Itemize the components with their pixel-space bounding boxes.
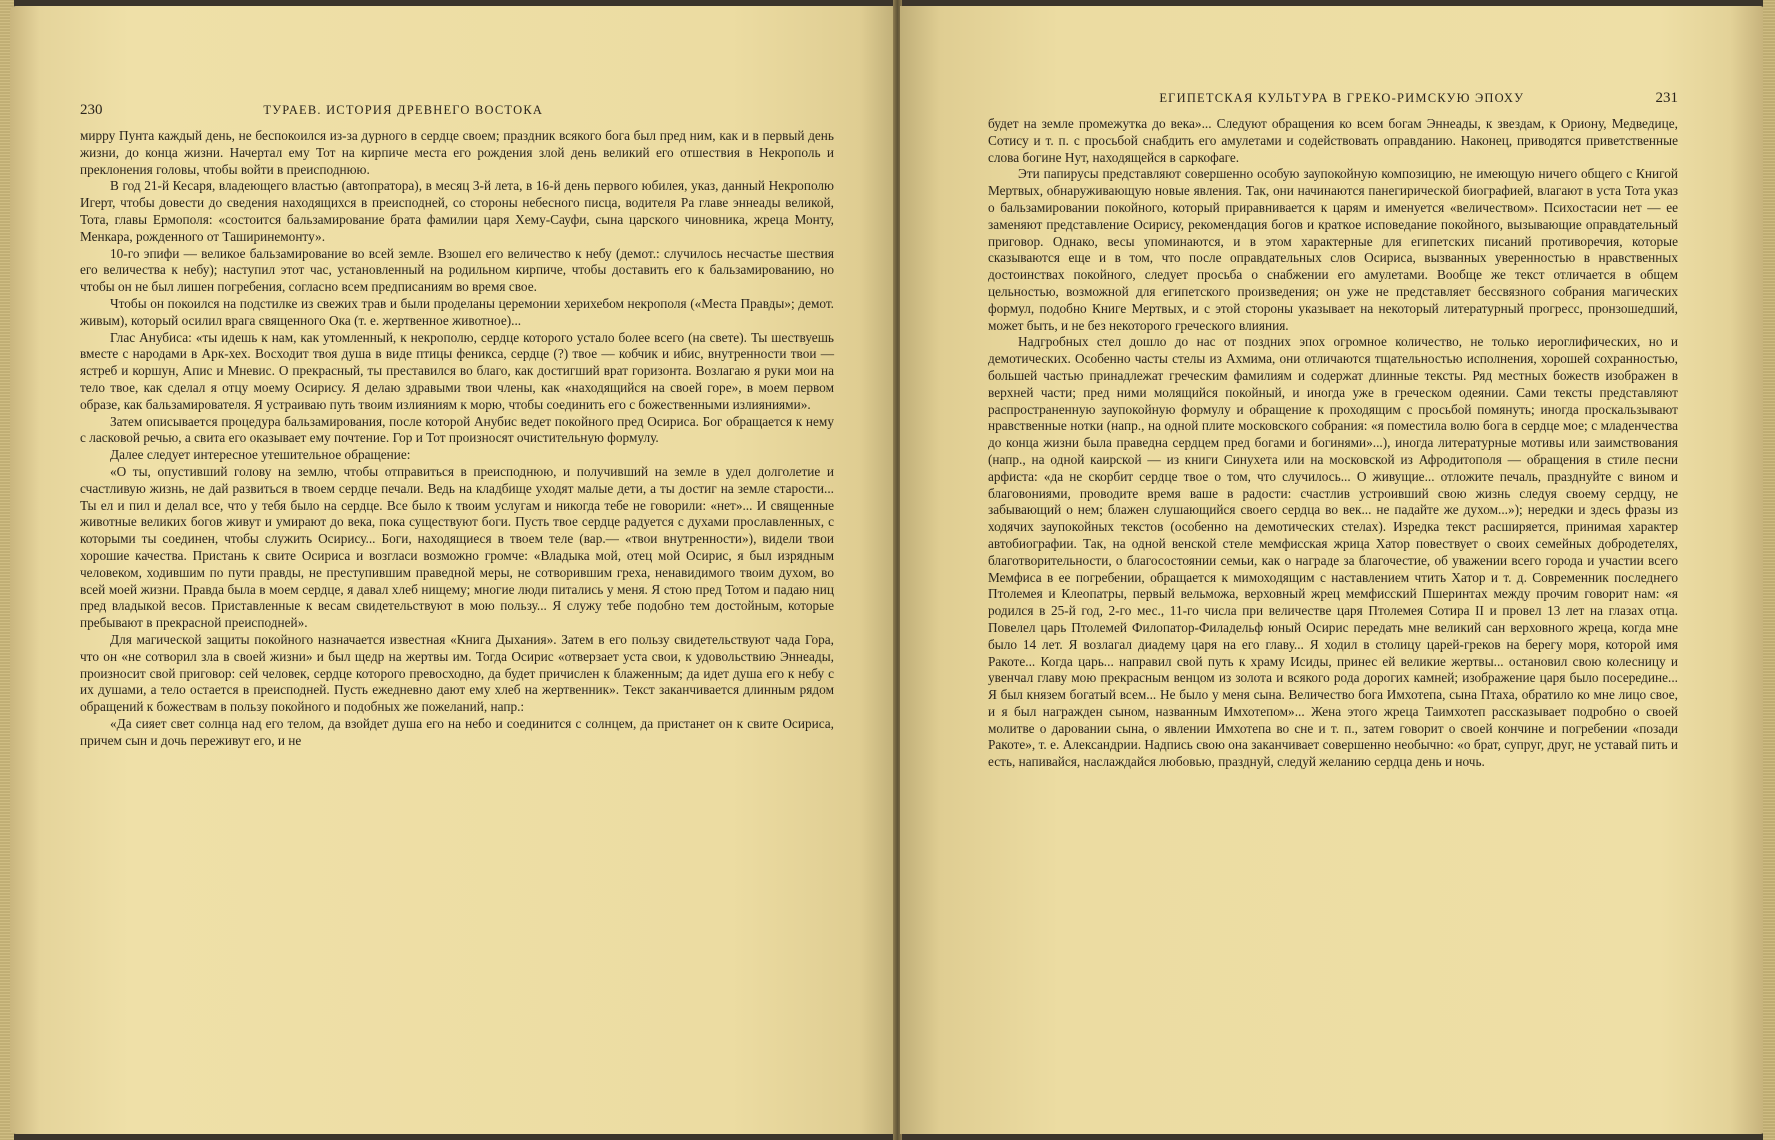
paragraph: Далее следует интересное утешительное обращение: [110,447,411,463]
paragraph: Для магической защиты покойного назначается известная «Книга Дыхания». Затем в его пользу свидетельствуют чада Гора, что он «не сотворил зла в своей жизни» и был щедр на жертвы им. Тогда Осирис «отверзает уста свои, к удовольствию Эннеады, произносит свой приговор: сей человек, сердце которого превосходно, да будет причислен к блаженным; да идет душа его к небу с их душами, а тело остается в преисподней. Пусть ежедневно дают ему хлеб на жертвенник». Текст заканчивается длинным рядом обращений к божествам в пользу покойного и подобных же пожеланий, напр.: [80,631,834,715]
paragraph: Затем описывается процедура бальзамирования, после которой Анубис ведет покойного пред Осириса. Бог обращается к нему с ласковой речью, а свита его оказывает ему почтение. Гор и Тот произносят очистительную формулу. [80,413,834,446]
paragraph: «Да сияет свет солнца над его телом, да взойдет душа его на небо и соединится с солнцем, да пристанет он к свите Осириса, причем сын и дочь переживут его, и не [80,715,834,748]
left-running-title: ТУРАЕВ. ИСТОРИЯ ДРЕВНЕГО ВОСТОКА [263,103,544,117]
right-running-head [988,90,1678,107]
left-page [10,6,896,1134]
paragraph: Эти папирусы представляют совершенно особую заупокойную композицию, не имеющую ничего общего с Книгой Мертвых, обнаруживающую новые явления. Так, они начинаются панегирической биографией, влагают в уста Тота указ о бальзамировании покойного, который приравнивается к царям и именуется «величеством». Психостасии нет — ее заменяют представление Осирису, рекомендация богов и краткое исповедание покойного, вызывающие оправдательный приговор. Однако, весы упоминаются, и в этом характерные для египетских писаний противоречия, которые сказываются еще и в том, что после оправдательных слов Осириса, вызванных уверенностью в нравственных достоинствах покойного, следует просьба о снабжении его амулетами. Вообще же текст отличается в общем цельностью, возможной для египетского произведения; он уже не представляет бессвязного собрания магических формул, подобно Книге Мертвых, и с этой стороны указывает на некоторый литературный прогресс, пронзошедший, может быть, и не без некоторого греческого влияния. [988,166,1678,333]
paragraph: Чтобы он покоился на подстилке из свежих трав и были проделаны церемонии херихебом некрополя («Места Правды»; демот. живым), который осилил врага священного Ока (т. е. жертвенное животное)... [80,295,834,328]
paragraph: В год 21-й Кесаря, владеющего властью (автопратора), в месяц 3-й лета, в 16-й день первого юбилея, указ, данный Некрополю Игерт, чтобы довести до сведения находящихся в преисподней, со стороны небесного писца, водителя Ра главе эннеады великой, Тота, главы Ермополя: «состоится бальзамирование брата фамилии царя Хему-Сауфи, сына царского чиновника, жреца Монту, Менкара, рожденного от Таширинемонту». [80,178,834,244]
right-page [900,6,1766,1134]
right-running-title: ЕГИПЕТСКАЯ КУЛЬТУРА В ГРЕКО-РИМСКУЮ ЭПОХУ [1159,91,1525,105]
left-page-text [80,128,834,749]
paragraph: Надгробных стел дошло до нас от поздних эпох огромное количество, не только иероглифических, но и демотических. Особенно часты стелы из Ахмима, они отличаются тщательностью исполнения, хорошей сохранностью, большей частью принадлежат греческим фамилиям и содержат длинные тексты. Ряд местных божеств изображен в верхней части; пред ними молящийся покойный, и иногда уже в греческом одеянии. Сами тексты представляют распространенную заупокойную формулу и обращение к проходящим с просьбой помянуть; иногда проскальзывают нравственные нотки (напр., на одной плите московского собрания: «я поместила волю бога в сердце мое; с младенчества до конца жизни была праведна сердцем пред богами и богинями»...), иногда литературные мотивы или заимствования (напр., на одной каирской — из книги Синухета или на московской из Афродитополя — обращения в стиле песни арфиста: «да не скорбит сердце твое о том, что случилось... О живущие... отложите печаль, празднуйте с вином и благовониями, проводите время ваше в радости: счастлив устроивший свою жизнь следуя своему сердцу, не забывающий о нем; блажен слушающийся своего сердца во век... не падайте же духом...»); нередки и здесь фразы из ходячих заупокойных текстов (особенно на демотических стелах). Изредка текст расширяется, принимая характер автобиографии. Так, на одной венской стеле мемфисская жрица Хатор повествует о своих семейных добродетелях, благотворительности, о благосостоянии семьи, как о награде за благочестие, об уважении всего города и участии всего Мемфиса в ее погребении, обращается к мимоходящим с наставлением чтить Хатор и т. д. Современник последнего Птолемея и Клеопатры, первый вельможа, верховный жрец мемфисский Пшеринтах между прочим говорит нам: «я родился в 25-й год, 2-го мес., 11-го числа при величестве царя Птолемея Сотира II и провел 13 лет на глазах отца. Повелел царь Птолемей Филопатор-Филадельф юный Осирис передать мне великий сан верховного жреца, когда мне было 14 лет. Я возлагал диадему царя на его главу... Я ходил в столицу царей-греков на берегу моря, которой имя Ракоте... Когда царь... направил свой путь к храму Исиды, принес ей великие жертвы... остановил свою колесницу и увенчал главу мою прекрасным венцом из золота и всякого рода дорогих камней; изображение царя было посередине... Я был князем богатый всем... Не было у меня сына. Величество бога Имхотепа, сына Птаха, обратило ко мне лицо свое, и я был награжден сыном, названным Имхотепом»... Жена этого жреца Таимхотеп рассказывает подробно о своей молитве о даровании сына, о явлении Имхотепа во сне и т. п., затем говорит о своей кончине и погребении «позади Ракоте», т. е. Александрии. Надпись свою она заканчивает совершенно необычно: «о брат, супруг, друг, не уставай пить и есть, напивайся, наслаждайся любовью, празднуй, следуй желанию сердца день и ночь. [988,334,1678,770]
right-page-text [988,116,1678,771]
paragraph: 10-го эпифи — великое бальзамирование во всей земле. Взошел его величество к небу (демот.: случилось несчастье шествия его величества к небу); наступил этот час, установленный на родильном кирпиче, чтобы доставить его к бальзамированию, но чтобы он не был лишен погребения, согласно всем предписаниям во время свое. [80,245,834,295]
left-running-head [80,102,834,119]
right-page-number: 231 [1655,90,1678,106]
paragraph: мирру Пунта каждый день, не беспокоился из-за дурного в сердце своем; праздник всякого бога был пред ним, как и в первый день жизни, до конца жизни. Начертал ему Тот на кирпиче места его рождения злой день великий его отшествия в Некрополь и преклонения головы, чтобы войти в преисподнюю. [80,128,834,177]
paragraph: «О ты, опустивший голову на землю, чтобы отправиться в преисподнюю, и получивший на земле в удел долголетие и счастливую жизнь, не дай развиться в твоем сердце печали. Ведь на кладбище уходят малые дети, а ты достиг на земле старости... Ты ел и пил и делал все, что у тебя было на сердце. Все было к твоим услугам и никогда тебе не говорили: «нет»... И священные животные великих богов живут и умирают до века, пока существуют боги. Пусть твое сердце радуется с духами прославленных, с которыми ты соединен, чтобы служить Осирису... Боги, находящиеся в твоем теле (вар.— «твои внутренности»), видели твои хорошие качества. Пристань к свите Осириса и возгласи возможно громче: «Владыка мой, отец мой Осирис, я был изрядным человеком, ходившим по пути правды, не преступившим праведной меры, не сотворившим греха, ненавидимого твоим духом, во всей моей жизни. Правда была в моем сердце, я давал хлеб нищему; многие люди питались у меня. Я стою пред Тотом и падаю ниц пред владыкой весов. Приставленные к весам свидетельствуют в мою пользу... Я служу тебе подобно тем достойным, которые пребывают в прекрасной преисподней». [80,463,834,631]
left-page-number: 230 [80,102,103,118]
paragraph: будет на земле промежутка до века»... Следуют обращения ко всем богам Эннеады, к звездам, к Ориону, Медведице, Сотису и т. п. с просьбой снабдить его амулетами и содействовать оправданию. Наконец, приводятся приветственные слова богине Нут, находящейся в саркофаге. [988,116,1678,165]
page-edges-right [1763,0,1775,1140]
paragraph: Глас Анубиса: «ты идешь к нам, как утомленный, к некрополю, сердце которого устало более всего (на свете). Ты шествуешь вместе с народами в Арк-хех. Восходит твоя душа в виде птицы феникса, сердце (?) твое — кобчик и ибис, внутренности твои — ястреб и коршун, Апис и Мневис. О прекрасный, ты преставился во благо, как достигший врат горизонта. Возлагаю я руки мои на тело твое, как сделал я отцу моему Осирису. Я делаю здравыми твои члены, как «находящийся на своей горе», в моем первом образе, как бальзамирователя. Я устраиваю путь твоим излияниям к морю, чтобы соединить его с божественными излияниями». [80,329,834,412]
